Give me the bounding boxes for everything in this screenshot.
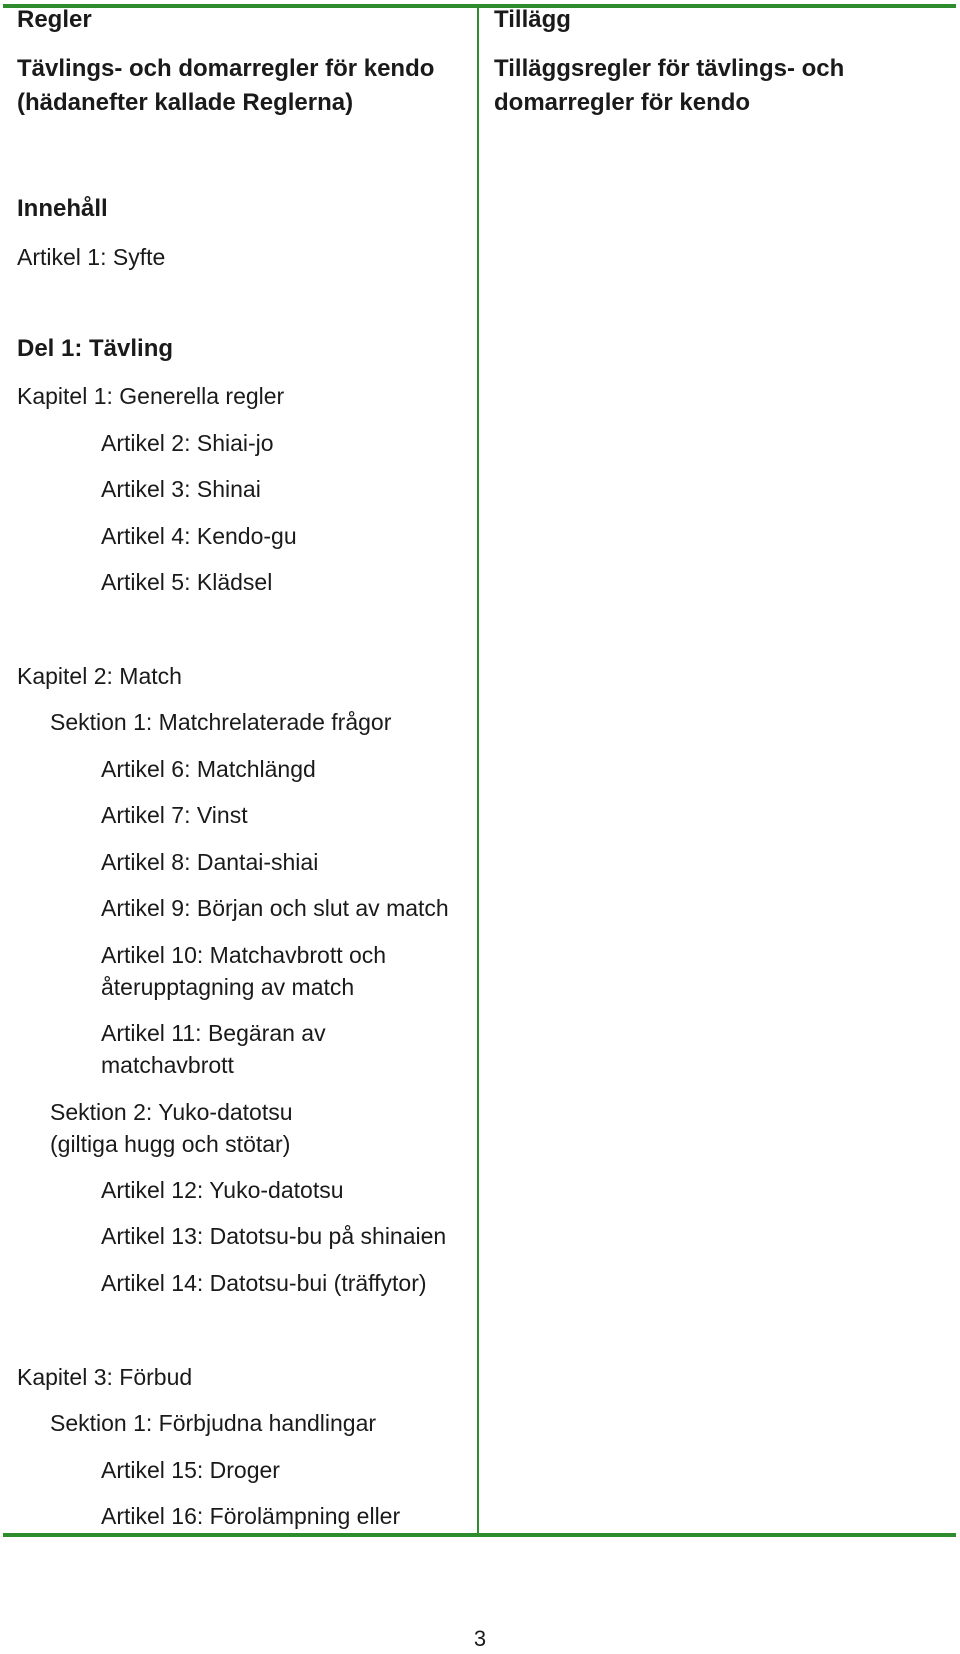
toc-item: Artikel 13: Datotsu-bu på shinaien [101,1223,447,1249]
toc-item-continued: matchavbrott [101,1052,234,1078]
toc-sektion-continued: (giltiga hugg och stötar) [50,1131,291,1157]
toc-item: Artikel 11: Begäran av [101,1020,326,1046]
toc-item: Artikel 3: Shinai [101,476,261,502]
toc-item: Artikel 12: Yuko-datotsu [101,1177,344,1203]
toc-artikel-1: Artikel 1: Syfte [17,244,166,270]
toc-item: Artikel 10: Matchavbrott och [101,942,387,968]
toc-sektion: Sektion 1: Matchrelaterade frågor [50,709,392,735]
toc-item-continued: återupptagning av match [101,974,355,1000]
toc-item: Artikel 4: Kendo-gu [101,523,297,549]
left-column-header: Regler [17,6,92,33]
toc-item: Artikel 2: Shiai-jo [101,430,274,456]
toc-del-1: Del 1: Tävling [17,335,174,362]
toc-sektion: Sektion 1: Förbjudna handlingar [50,1410,377,1436]
toc-sektion: Sektion 2: Yuko-datotsu [50,1099,293,1125]
toc-item: Artikel 9: Början och slut av match [101,895,449,921]
toc-item: Artikel 8: Dantai-shiai [101,849,319,875]
left-subtitle-line-2: (hädanefter kallade Reglerna) [17,89,354,116]
toc-heading: Innehåll [17,195,108,222]
toc-item: Artikel 5: Klädsel [101,569,273,595]
right-subtitle-line-2: domarregler för kendo [494,89,751,116]
toc-item: Artikel 14: Datotsu-bui (träffytor) [101,1270,427,1296]
toc-item: Artikel 7: Vinst [101,802,248,828]
toc-kapitel-2: Kapitel 2: Match [17,663,182,689]
column-divider [477,4,479,1537]
toc-item: Artikel 16: Förolämpning eller [101,1503,401,1529]
toc-item: Artikel 15: Droger [101,1457,280,1483]
right-column-header: Tillägg [494,6,571,33]
toc-kapitel-1: Kapitel 1: Generella regler [17,383,285,409]
page-number: 3 [473,1626,487,1651]
left-subtitle-line-1: Tävlings- och domarregler för kendo [17,55,435,82]
right-subtitle-line-1: Tilläggsregler för tävlings- och [494,55,845,82]
toc-kapitel-3: Kapitel 3: Förbud [17,1364,193,1390]
toc-item: Artikel 6: Matchlängd [101,756,316,782]
